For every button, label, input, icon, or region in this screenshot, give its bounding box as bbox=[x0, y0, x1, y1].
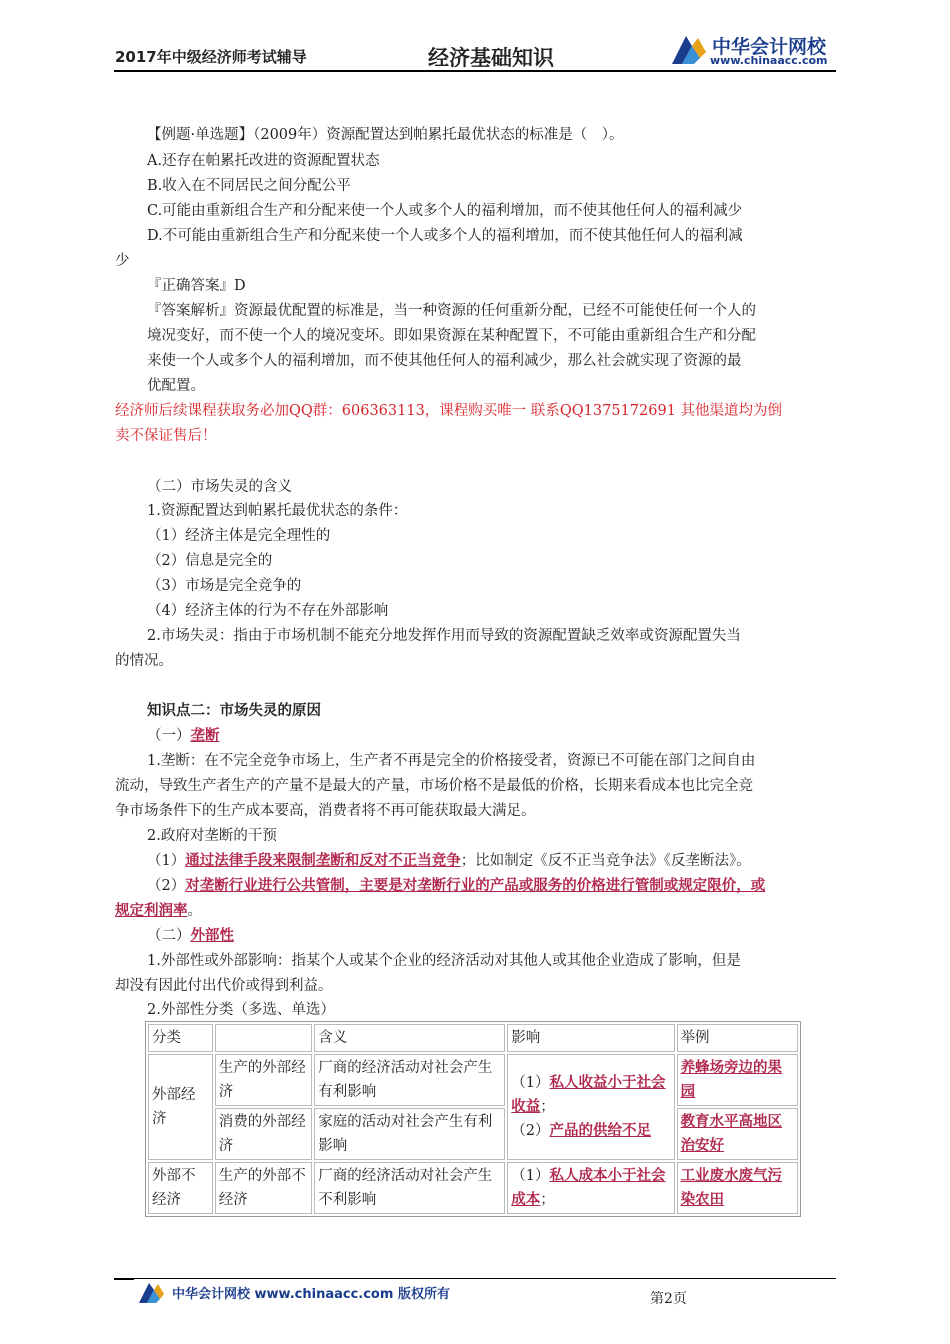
subcategory-cell: 生产的外部经济 bbox=[215, 1054, 313, 1106]
example-question: 【例题·单选题】（2009年）资源配置达到帕累托最优状态的标准是（ ）。 bbox=[147, 127, 624, 143]
meaning-cell: 厂商的经济活动对社会产生不利影响 bbox=[314, 1162, 505, 1214]
table-row bbox=[148, 1108, 798, 1160]
condition-item: （2）信息是完全的 bbox=[147, 553, 273, 569]
paragraph-cont: 流动，导致生产者生产的产量不是最大的产量，市场价格不是最低的价格，长期来看成本也比完全竞 bbox=[115, 778, 753, 794]
footer-logo-icon bbox=[136, 1279, 168, 1305]
subsection-title-externality: （二）外部性 bbox=[147, 927, 234, 944]
paragraph: 2.政府对垄断的干预 bbox=[147, 828, 277, 844]
table-header: 影响 bbox=[507, 1024, 674, 1052]
subcategory-cell: 消费的外部经济 bbox=[215, 1108, 313, 1160]
table-header: 含义 bbox=[314, 1024, 505, 1052]
paragraph: 1.资源配置达到帕累托最优状态的条件： bbox=[147, 503, 408, 519]
externality-table bbox=[145, 1021, 801, 1217]
table-header-row bbox=[148, 1024, 798, 1052]
option-c: C.可能由重新组合生产和分配来使一个人或多个人的福利增加，而不使其他任何人的福利减少 bbox=[147, 203, 743, 219]
category-cell: 外部不经济 bbox=[148, 1162, 213, 1214]
course-notice-cont: 卖不保证售后！ bbox=[115, 428, 217, 444]
paragraph-cont: 的情况。 bbox=[115, 653, 173, 669]
footer-copyright: 中华会计网校 www.chinaacc.com 版权所有 bbox=[172, 1287, 450, 1302]
intervention-item-2-cont: 规定利润率。 bbox=[115, 902, 202, 919]
header-rule bbox=[114, 70, 836, 72]
option-b: B.收入在不同居民之间分配公平 bbox=[147, 178, 351, 194]
explanation-line: 优配置。 bbox=[147, 378, 205, 394]
subsection-title-monopoly: （一）垄断 bbox=[147, 727, 220, 744]
logo-mark-icon bbox=[668, 30, 710, 68]
course-notice: 经济师后续课程获取务必加QQ群：606363113，课程购买唯一 联系QQ1375172691 其他渠道均为倒 bbox=[115, 403, 783, 419]
example-cell: 养蜂场旁边的果园 bbox=[677, 1054, 798, 1106]
paragraph: 1.外部性或外部影响：指某个人或某个企业的经济活动对其他人或其他企业造成了影响，但是 bbox=[147, 953, 741, 969]
correct-answer: 『正确答案』D bbox=[147, 278, 246, 294]
option-d: D.不可能由重新组合生产和分配来使一个人或多个人的福利增加，而不使其他任何人的福利减 bbox=[147, 228, 743, 244]
paragraph: 2.外部性分类（多选、单选） bbox=[147, 1002, 335, 1018]
logo-url[interactable]: www.chinaacc.com bbox=[710, 54, 828, 67]
meaning-cell: 家庭的活动对社会产生有利影响 bbox=[314, 1108, 505, 1160]
paragraph: 1.垄断：在不完全竞争市场上，生产者不再是完全的价格接受者，资源已不可能在部门之间自由 bbox=[147, 753, 756, 769]
logo-name: 中华会计网校 bbox=[712, 36, 827, 58]
page-number: 第2页 bbox=[650, 1291, 687, 1307]
condition-item: （1）经济主体是完全理性的 bbox=[147, 528, 331, 544]
intervention-item-1: （1）通过法律手段来限制垄断和反对不正当竞争；比如制定《反不正当竞争法》《反垄断法》。 bbox=[147, 852, 751, 869]
condition-item: （4）经济主体的行为不存在外部影响 bbox=[147, 603, 389, 619]
explanation-line: 来使一个人或多个人的福利增加，而不使其他任何人的福利减少，那么社会就实现了资源的最 bbox=[147, 353, 742, 369]
table-row bbox=[148, 1054, 798, 1106]
effect-cell: （1）私人收益小于社会收益； （2）产品的供给不足 bbox=[507, 1054, 674, 1160]
paragraph-cont: 争市场条件下的生产成本要高，消费者将不再可能获取最大满足。 bbox=[115, 803, 536, 819]
table-header bbox=[215, 1024, 313, 1052]
effect-cell: （1）私人成本小于社会成本； bbox=[507, 1162, 674, 1214]
explanation-line: 境况变好，而不使一个人的境况变坏。即如果资源在某种配置下，不可能由重新组合生产和分配 bbox=[147, 328, 756, 344]
knowledge-point-title: 知识点二：市场失灵的原因 bbox=[147, 702, 321, 719]
table-header: 举例 bbox=[677, 1024, 798, 1052]
condition-item: （3）市场是完全竞争的 bbox=[147, 578, 302, 594]
header-logo bbox=[668, 30, 848, 72]
example-cell: 工业废水废气污染农田 bbox=[677, 1162, 798, 1214]
paragraph: 2.市场失灵：指由于市场机制不能充分地发挥作用而导致的资源配置缺乏效率或资源配置失当 bbox=[147, 628, 741, 644]
paragraph-cont: 却没有因此付出代价或得到利益。 bbox=[115, 978, 333, 994]
intervention-item-2: （2）对垄断行业进行公共管制，主要是对垄断行业的产品或服务的价格进行管制或规定限价，或 bbox=[147, 877, 766, 894]
category-cell: 外部经济 bbox=[148, 1054, 213, 1160]
explanation-line: 『答案解析』资源最优配置的标准是，当一种资源的任何重新分配，已经不可能使任何一个人的 bbox=[147, 303, 756, 319]
header-subject-title: 经济基础知识 bbox=[428, 46, 554, 70]
header-course-title: 2017年中级经济师考试辅导 bbox=[115, 48, 307, 66]
table-row bbox=[148, 1162, 798, 1214]
option-a: A.还存在帕累托改进的资源配置状态 bbox=[147, 153, 380, 169]
table-header: 分类 bbox=[148, 1024, 213, 1052]
example-cell: 教育水平高地区治安好 bbox=[677, 1108, 798, 1160]
subcategory-cell: 生产的外部不经济 bbox=[215, 1162, 313, 1214]
meaning-cell: 厂商的经济活动对社会产生有利影响 bbox=[314, 1054, 505, 1106]
section-title: （二）市场失灵的含义 bbox=[147, 479, 292, 495]
footer-rule bbox=[114, 1278, 836, 1279]
option-d-cont: 少 bbox=[115, 253, 130, 269]
footer-rule-accent bbox=[114, 1278, 134, 1280]
